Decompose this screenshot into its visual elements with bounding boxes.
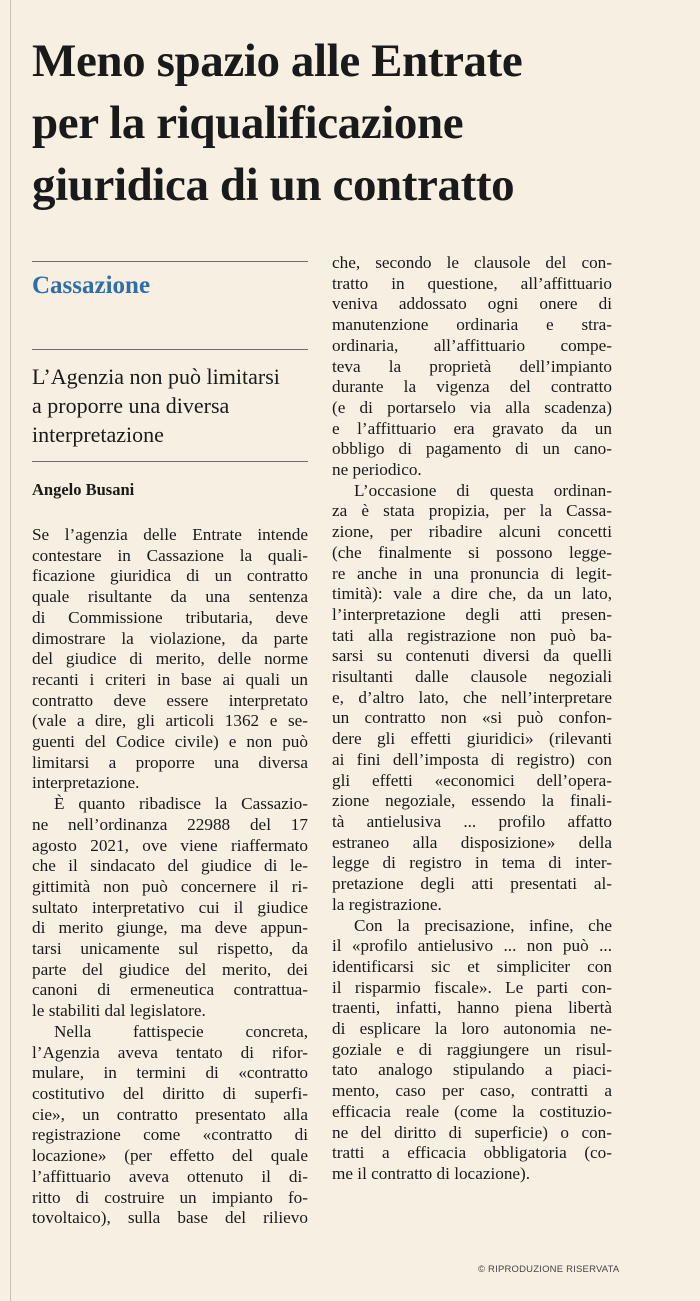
subheadline: [32, 362, 308, 449]
text-line: goziale e di raggiungere un risul-: [332, 1039, 612, 1059]
text-line: e, d’altro lato, che nell’interpretare: [332, 687, 612, 707]
text-line: di Commissione tributaria, deve: [32, 607, 308, 627]
text-line: l’affittuario aveva ottenuto il di-: [32, 1166, 308, 1186]
text-line: dere gli effetti giuridici» (rilevanti: [332, 729, 612, 749]
text-line: canoni di ermeneutica contrattua-: [32, 980, 308, 1000]
subhead-line: L’Agenzia non può limitarsi: [32, 364, 280, 389]
text-line: L’occasione di questa ordinan-: [354, 480, 612, 500]
text-line: tati alla registrazione non può ba-: [332, 625, 612, 645]
text-line: ritto di costruire un impianto fo-: [32, 1187, 308, 1207]
text-line: locazione» (per effetto del quale: [32, 1146, 308, 1166]
text-line: ne del diritto di superficie) o con-: [332, 1122, 612, 1142]
text-line: ficazione giuridica di un contratto: [32, 566, 308, 586]
text-line: obbligo di pagamento di un cano-: [332, 439, 612, 459]
text-line: sarsi su contenuti diversi da quelli: [332, 646, 612, 666]
text-line: costitutivo del diritto di superfi-: [32, 1083, 308, 1103]
text-line: gittimità non può concernere il ri-: [32, 876, 308, 896]
section-label: Cassazione: [32, 272, 151, 299]
text-line: tratti a efficacia obbligatoria (co-: [332, 1143, 612, 1163]
text-line: (vale a dire, gli articoli 1362 e se-: [32, 711, 308, 731]
text-line: timità): vale a dire che, da un lato,: [332, 584, 612, 604]
text-line: Con la precisazione, infine, che: [354, 915, 612, 935]
text-line: limitarsi a proporre una diversa: [32, 752, 308, 772]
text-line: ai fini dell’imposta di registro) con: [332, 749, 612, 769]
text-line: veniva addossato ogni onere di: [332, 294, 612, 314]
text-line: mulare, in termini di «contratto: [32, 1063, 308, 1083]
text-line: di merito giunge, ma deve appun-: [32, 918, 308, 938]
text-line: Nella fattispecie concreta,: [54, 1021, 308, 1041]
text-line: tà antielusiva ... profilo affatto: [332, 811, 612, 831]
text-line: re anche in una pronuncia di legit-: [332, 563, 612, 583]
author-byline: Angelo Busani: [32, 480, 135, 499]
text-line: È quanto ribadisce la Cassazio-: [54, 794, 308, 814]
text-line: e l’affittuario era gravato da un: [332, 418, 612, 438]
copyright-notice: © RIPRODUZIONE RISERVATA: [478, 1264, 620, 1275]
text-line: contratto deve essere interpretato: [32, 690, 308, 710]
text-line: manutenzione ordinaria e stra-: [332, 315, 612, 335]
text-line: tarsi unicamente sul rispetto, da: [32, 939, 308, 959]
text-line: risultanti dalle clausole negoziali: [332, 667, 612, 687]
text-line: interpretazione.: [32, 773, 140, 793]
text-line: guenti del Codice civile) e non può: [32, 732, 308, 752]
text-line: durante la vigenza del contratto: [332, 377, 612, 397]
headline: [32, 30, 682, 216]
text-line: gli effetti «economici dell’opera-: [332, 770, 612, 790]
text-line: contestare in Cassazione la quali-: [32, 545, 308, 565]
text-line: estraneo alla disposizione» della: [332, 832, 612, 852]
text-line: legge di registro in tema di inter-: [332, 853, 612, 873]
text-line: teva la proprietà dell’impianto: [332, 356, 612, 376]
text-line: la registrazione.: [332, 894, 442, 914]
text-line: Se l’agenzia delle Entrate intende: [32, 525, 308, 544]
text-line: che il sindacato del giudice di le-: [32, 856, 308, 876]
text-line: zione negoziale, essendo la finali-: [332, 791, 612, 811]
headline-line: Meno spazio alle Entrate: [32, 35, 523, 87]
text-line: pretazione degli atti presentati al-: [332, 874, 612, 894]
text-line: tato analogo stipulando a piaci-: [332, 1060, 612, 1080]
divider-middle: [32, 349, 308, 350]
text-line: za è stata propizia, per la Cassa-: [332, 501, 612, 521]
text-line: efficacia reale (come la costituzio-: [332, 1101, 612, 1121]
headline-line: giuridica di un contratto: [32, 159, 515, 211]
text-line: agosto 2021, ove viene riaffermato: [32, 835, 308, 855]
text-line: le stabiliti dal legislatore.: [32, 1001, 206, 1021]
text-line: traenti, infatti, hanno piena libertà: [332, 998, 612, 1018]
text-line: registrazione come «contratto di: [32, 1125, 308, 1145]
text-line: recanti i criteri in base ai quali un: [32, 669, 308, 689]
text-line: cie», un contratto presentato alla: [32, 1104, 308, 1124]
text-line: il «profilo antielusivo ... non può ...: [332, 936, 612, 956]
text-line: mento, caso per caso, contratti a: [332, 1081, 612, 1101]
text-line: dimostrare la violazione, da parte: [32, 628, 308, 648]
text-line: (che finalmente si possono legge-: [332, 542, 612, 562]
text-line: l’Agenzia aveva tentato di rifor-: [32, 1042, 308, 1062]
article-column-left: [32, 525, 308, 1229]
text-line: che, secondo le clausole del con-: [332, 253, 612, 272]
text-line: ordinaria, all’affittuario compe-: [332, 335, 612, 355]
page-left-rule: [10, 0, 11, 1301]
text-line: ne periodico.: [332, 460, 422, 480]
subhead-line: a proporre una diversa: [32, 393, 230, 418]
text-line: tovoltaico), sulla base del rilievo: [32, 1208, 308, 1228]
text-line: (e di portarselo via alla scadenza): [332, 397, 612, 417]
subhead-line: interpretazione: [32, 422, 164, 447]
text-line: identificarsi sic et simpliciter con: [332, 956, 612, 976]
text-line: del giudice di merito, delle norme: [32, 649, 308, 669]
text-line: un contratto non «si può confon-: [332, 708, 612, 728]
text-line: quale risultante da una sentenza: [32, 587, 308, 607]
text-line: di esplicare la loro autonomia ne-: [332, 1019, 612, 1039]
text-line: tratto in questione, all’affittuario: [332, 273, 612, 293]
divider-bottom: [32, 461, 308, 462]
divider-top: [32, 261, 308, 262]
headline-line: per la riqualificazione: [32, 97, 464, 149]
text-line: zione, per ribadire alcuni concetti: [332, 522, 612, 542]
text-line: sultato interpretativo cui il giudice: [32, 897, 308, 917]
text-line: ne nell’ordinanza 22988 del 17: [32, 814, 308, 834]
text-line: parte del giudice del merito, dei: [32, 959, 308, 979]
text-line: me il contratto di locazione).: [332, 1163, 531, 1183]
text-line: l’interpretazione degli atti presen-: [332, 604, 612, 624]
article-column-right: [332, 253, 612, 1185]
text-line: il risparmio fiscale». Le parti con-: [332, 977, 612, 997]
